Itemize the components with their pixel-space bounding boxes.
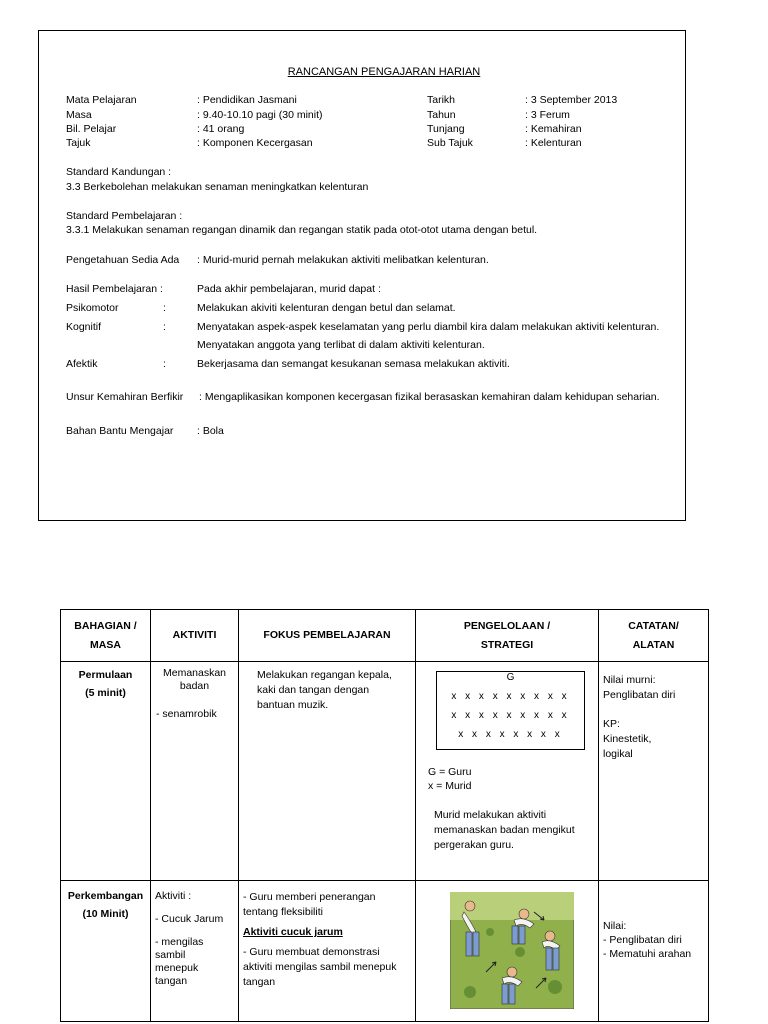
- formation-diagram: [436, 671, 585, 750]
- perkembangan-bahagian: Perkembangan: [67, 890, 144, 902]
- pengetahuan-value: : Murid-murid pernah melakukan aktiviti melibatkan kelenturan.: [197, 254, 489, 266]
- perkembangan-masa: (10 Minit): [82, 908, 129, 920]
- header-catatan: CATATAN/ ALATAN: [599, 610, 709, 662]
- kognitif-colon: :: [163, 321, 166, 333]
- formation-row-2: x x x x x x x x x: [451, 710, 570, 721]
- tarikh-value: : 3 September 2013: [525, 94, 618, 106]
- psikomotor-text: Melakukan akiviti kelenturan dengan betul dan selamat.: [197, 302, 456, 314]
- unsur-value: : Mengaplikasikan komponen kecergasan fizikal berasaskan kemahiran dalam kehidupan seharian.: [199, 391, 660, 403]
- perkembangan-fokus-2: Aktiviti cucuk jarum: [243, 926, 343, 938]
- standard-kandungan-label: Standard Kandungan :: [66, 166, 172, 178]
- header-fokus: FOKUS PEMBELAJARAN: [239, 610, 416, 662]
- kognitif-text-2: Menyatakan anggota yang terlibat di dalam aktiviti kelenturan.: [197, 339, 485, 351]
- permulaan-catatan-cell: [599, 662, 709, 881]
- permulaan-bahagian-cell: [61, 662, 151, 881]
- perkembangan-aktiviti-2: - Cucuk Jarum: [155, 913, 224, 925]
- pengetahuan-label: Pengetahuan Sedia Ada: [66, 254, 180, 266]
- standard-kandungan-text: 3.3 Berkebolehan melakukan senaman meningkatkan kelenturan: [66, 181, 369, 193]
- afektik-label: Afektik: [66, 358, 98, 370]
- kognitif-label: Kognitif: [66, 321, 102, 333]
- standard-pembelajaran-text: 3.3.1 Melakukan senaman regangan dinamik dan regangan statik pada otot-otot utama dengan betul.: [66, 224, 538, 236]
- unsur-label: Unsur Kemahiran Berfikir: [66, 391, 184, 403]
- perkembangan-fokus-1: - Guru memberi penerangan tentang fleksibiliti: [243, 891, 376, 918]
- permulaan-nilai-label: Nilai murni:: [603, 674, 656, 686]
- perkembangan-nilai-label: Nilai:: [603, 920, 627, 932]
- sub-tajuk-value: : Kelenturan: [525, 137, 582, 149]
- page-title: RANCANGAN PENGAJARAN HARIAN: [287, 66, 481, 78]
- tajuk-value: : Komponen Kecergasan: [197, 137, 313, 149]
- tarikh-label: Tarikh: [427, 94, 456, 106]
- afektik-colon: :: [163, 358, 166, 370]
- bahan-label: Bahan Bantu Mengajar: [66, 425, 174, 437]
- perkembangan-fokus-cell: [239, 881, 416, 1022]
- tahun-value: : 3 Ferum: [525, 109, 570, 121]
- table-row-perkembangan: [61, 881, 709, 1022]
- perkembangan-nilai-2: - Mematuhi arahan: [603, 948, 692, 960]
- permulaan-kp-label: KP:: [603, 718, 620, 730]
- permulaan-bahagian: Permulaan: [78, 669, 133, 681]
- perkembangan-aktiviti-3: - mengilas sambil menepuk tangan: [155, 936, 204, 987]
- perkembangan-fokus-3: - Guru membuat demonstrasi aktiviti mengilas sambil menepuk tangan: [243, 946, 397, 988]
- legend-guru: G = Guru: [428, 766, 472, 778]
- tajuk-label: Tajuk: [66, 137, 91, 149]
- header-aktiviti: AKTIVITI: [151, 610, 239, 662]
- legend-murid: x = Murid: [428, 780, 472, 792]
- psikomotor-colon: :: [163, 302, 166, 314]
- perkembangan-strategi-cell: [416, 881, 599, 1022]
- table-row-permulaan: [61, 662, 709, 881]
- tunjang-value: : Kemahiran: [525, 123, 582, 135]
- permulaan-masa: (5 minit): [85, 687, 126, 699]
- perkembangan-aktiviti-1: Aktiviti :: [155, 890, 192, 902]
- permulaan-nilai-value: Penglibatan diri: [603, 689, 676, 701]
- tunjang-label: Tunjang: [427, 123, 465, 135]
- permulaan-aktiviti-cell: [151, 662, 239, 881]
- header-bahagian: BAHAGIAN / MASA: [61, 610, 151, 662]
- perkembangan-aktiviti-cell: [151, 881, 239, 1022]
- afektik-text: Bekerjasama dan semangat kesukanan semasa melakukan aktiviti.: [197, 358, 510, 370]
- cucuk-jarum-illustration: [450, 892, 574, 1009]
- kognitif-text: Menyatakan aspek-aspek keselamatan yang perlu diambil kira dalam melakukan aktiviti kelenturan.: [197, 321, 660, 333]
- permulaan-strategi-text: Murid melakukan aktiviti memanaskan badan mengikut pergerakan guru.: [434, 809, 575, 851]
- perkembangan-nilai-1: - Penglibatan diri: [603, 934, 682, 946]
- activity-table: [60, 609, 709, 1022]
- masa-label: Masa: [66, 109, 92, 121]
- psikomotor-label: Psikomotor: [66, 302, 119, 314]
- bil-pelajar-value: : 41 orang: [197, 123, 245, 135]
- permulaan-aktiviti-3: - senamrobik: [156, 708, 217, 720]
- hasil-value: Pada akhir pembelajaran, murid dapat :: [197, 283, 381, 295]
- formation-guru: G: [506, 672, 515, 683]
- permulaan-fokus: Melakukan regangan kepala, kaki dan tangan dengan bantuan muzik.: [257, 669, 392, 711]
- permulaan-kp-value-1: Kinestetik,: [603, 733, 652, 745]
- standard-pembelajaran-label: Standard Pembelajaran :: [66, 210, 183, 222]
- bil-pelajar-label: Bil. Pelajar: [66, 123, 117, 135]
- hasil-label: Hasil Pembelajaran :: [66, 283, 163, 295]
- permulaan-fokus-cell: [239, 662, 416, 881]
- mata-pelajaran-label: Mata Pelajaran: [66, 94, 137, 106]
- permulaan-aktiviti-2: badan: [179, 680, 210, 692]
- bahan-value: : Bola: [197, 425, 224, 437]
- permulaan-kp-value-2: logikal: [603, 748, 633, 760]
- formation-row-3: x x x x x x x x: [458, 729, 563, 740]
- mata-pelajaran-value: : Pendidikan Jasmani: [197, 94, 297, 106]
- perkembangan-bahagian-cell: [61, 881, 151, 1022]
- permulaan-strategi-cell: [416, 662, 599, 881]
- sub-tajuk-label: Sub Tajuk: [427, 137, 473, 149]
- tahun-label: Tahun: [427, 109, 456, 121]
- formation-row-1: x x x x x x x x x: [451, 691, 570, 702]
- permulaan-aktiviti-1: Memanaskan: [162, 667, 227, 679]
- header-pengelolaan: PENGELOLAAN / STRATEGI: [416, 610, 599, 662]
- masa-value: : 9.40-10.10 pagi (30 minit): [197, 109, 323, 121]
- perkembangan-catatan-cell: [599, 881, 709, 1022]
- table-header-row: [61, 610, 709, 662]
